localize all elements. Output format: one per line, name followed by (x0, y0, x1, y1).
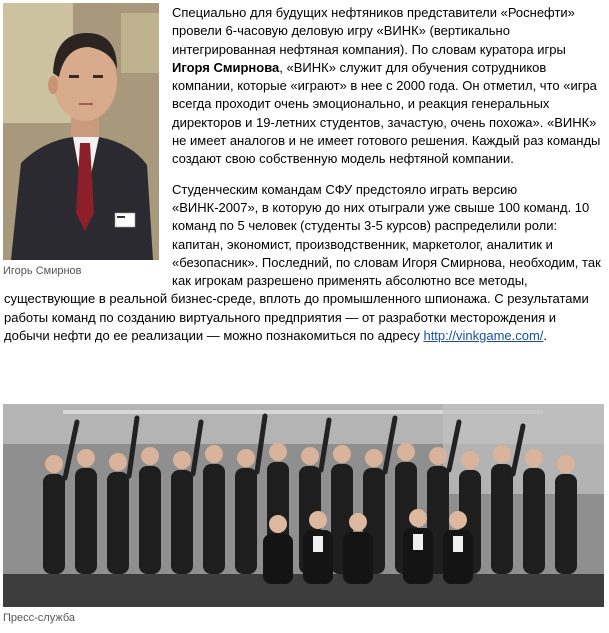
paragraph-1-text-a: Специально для будущих нефтяников представители «Роснефти» провели 6-часовую деловую игру «ВИНК» (вертикально интегрированная нефтяная компания). По словам куратора игры (172, 5, 575, 57)
curator-name: Игоря Смирнова (172, 59, 280, 75)
article-body (4, 4, 604, 357)
group-photo-illustration (3, 404, 604, 607)
group-photo-caption: Пресс-служба (3, 612, 75, 624)
portrait-spacer (4, 4, 172, 284)
group-photo-figure (3, 404, 604, 625)
paragraph-1-text-b: , «ВИНК» служит для обучения сотрудников компании, которые «играют» в нее с 2000 года. Он отметил, что «игра всегда проходит очень эмоционально, и реакция генеральных директоров и 19-летних студентов, зачастую, очень похожа». «ВИНК» не имеет аналогов и не имеет готового решения. Каждый раз команды создают свою собственную модель нефтяной компании. (172, 59, 601, 167)
group-photo (3, 404, 604, 607)
paragraph-2-text-a: Студенческим командам СФУ предстояло играть версию «ВИНК-2007», в которую до них отыграли уже свыше 100 команд. 10 команд по 5 человек (студенты 3-5 курсов) распределили роли: капитан, экономист, производственник, маркетолог, аналитик и «безопасник». Последний, по словам Игоря Смирнова, необходим, так как игрокам разрешено применять абсолютно все методы, существующие в реальной бизнес-среде, вплоть до промышленного шпионажа. С результатами работы команд по созданию виртуального предприятия — от разработки месторождения и добычи нефти до ее реализации — можно познакомиться по адресу (4, 181, 601, 344)
vinkgame-link[interactable]: http://vinkgame.com/ (423, 328, 544, 344)
paragraph-2-text-b: . (543, 328, 548, 344)
portrait-caption: Игорь Смирнов (3, 265, 82, 277)
